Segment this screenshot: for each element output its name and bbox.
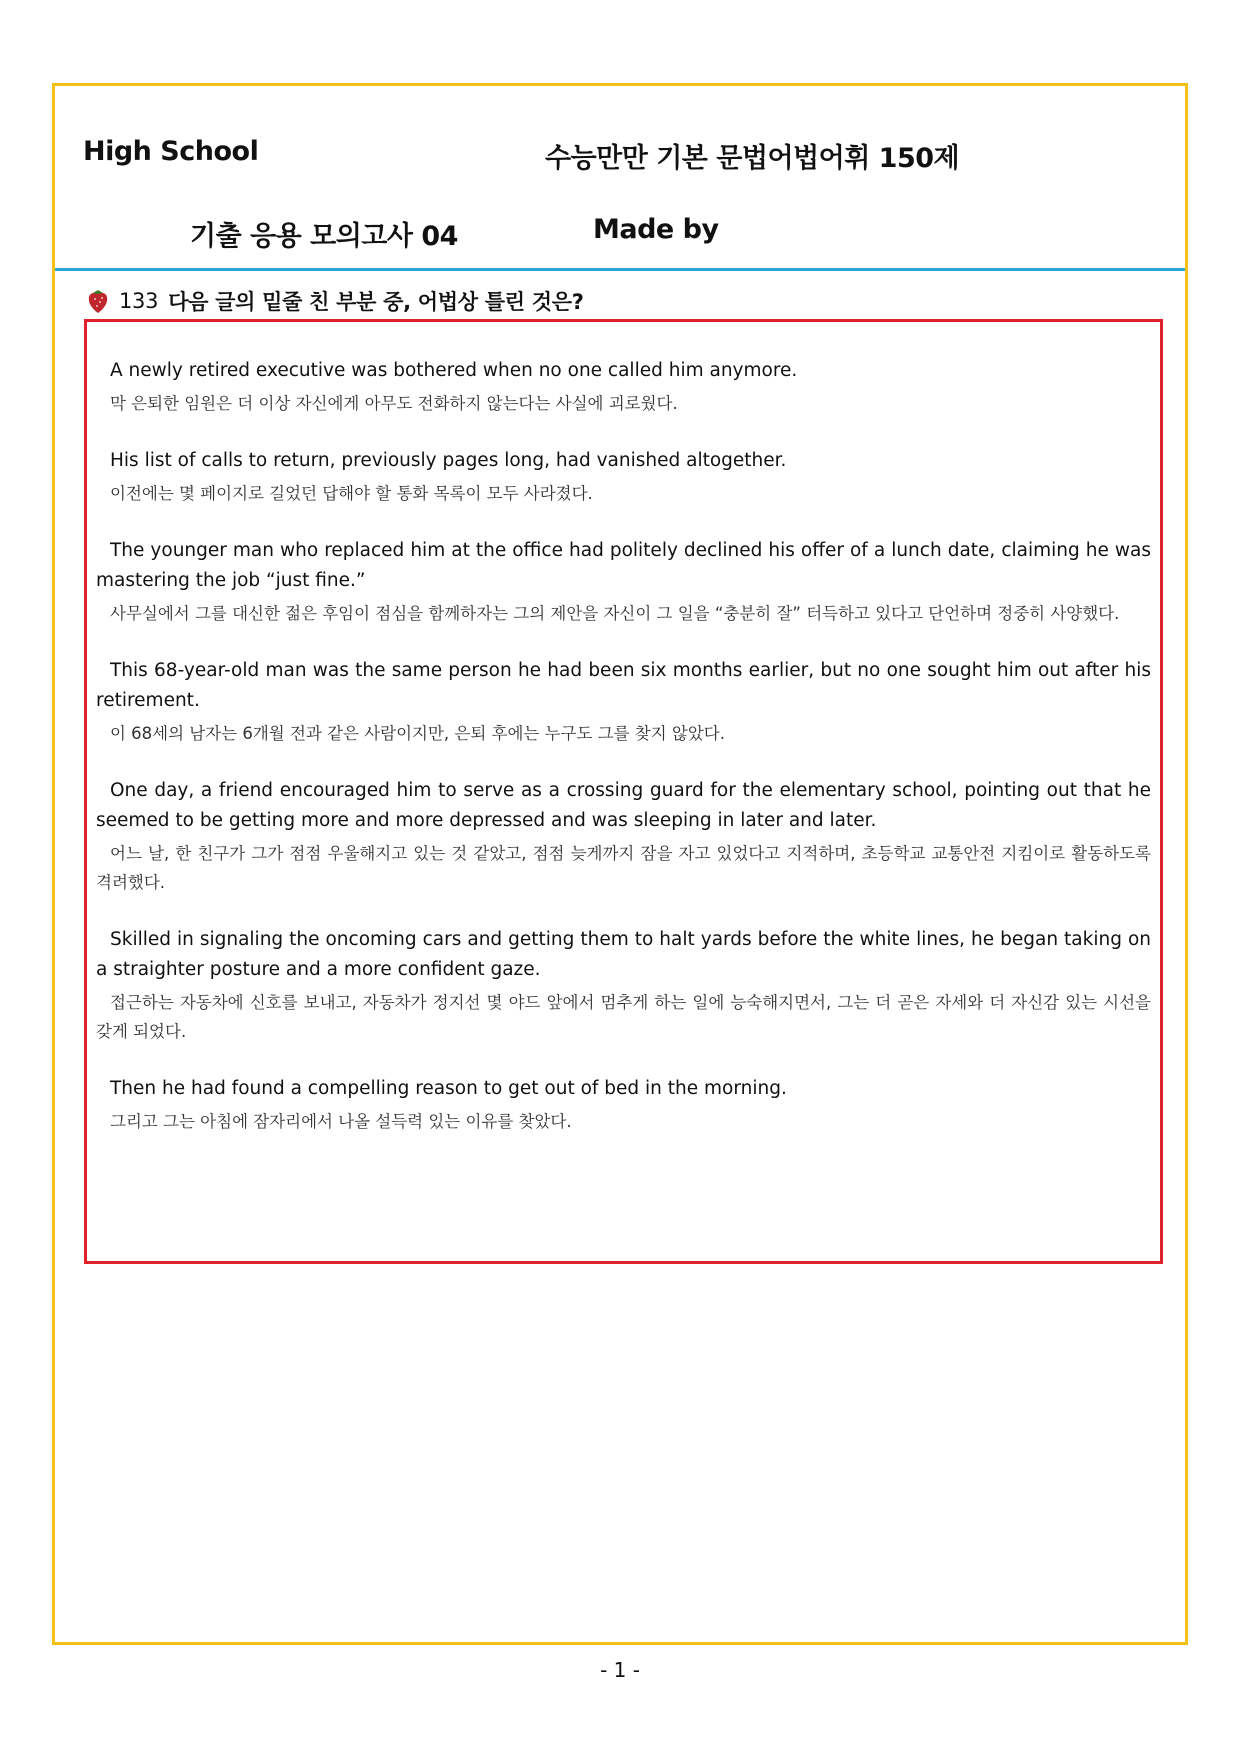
question-text: 다음 글의 밑줄 친 부분 중, 어법상 틀린 것은? <box>168 290 584 314</box>
english-sentence: This 68-year-old man was the same person he had been six months earlier, but no one sought him out after his retirement. <box>96 660 1151 711</box>
exam-title: 기출 응용 모의고사 04 <box>190 221 458 252</box>
english-sentence: Then he had found a compelling reason to get out of bed in the morning. <box>110 1078 787 1099</box>
header-divider <box>55 268 1185 271</box>
korean-translation: 이 68세의 남자는 6개월 전과 같은 사람이지만, 은퇴 후에는 누구도 그를 찾지 않았다. <box>110 724 725 743</box>
korean-translation: 이전에는 몇 페이지로 길었던 답해야 할 통화 목록이 모두 사라졌다. <box>110 484 593 503</box>
strawberry-icon <box>87 288 109 314</box>
passage-paragraph <box>96 1074 1151 1136</box>
passage-box <box>84 319 1163 1264</box>
passage-paragraph <box>96 536 1151 628</box>
school-label: High School <box>83 136 259 167</box>
passage-paragraph <box>96 776 1151 897</box>
page-number: - 1 - <box>600 1658 640 1682</box>
series-title: 수능만만 기본 문법어법어휘 150제 <box>545 143 960 174</box>
passage-paragraph <box>96 446 1151 508</box>
passage-paragraph <box>96 356 1151 418</box>
korean-translation: 접근하는 자동차에 신호를 보내고, 자동차가 정지선 몇 야드 앞에서 멈추게 하는 일에 능숙해지면서, 그는 더 곧은 자세와 더 자신감 있는 시선을 갖게 되었다. <box>96 993 1151 1041</box>
question-number: 133 <box>119 289 159 313</box>
korean-translation: 어느 날, 한 친구가 그가 점점 우울해지고 있는 것 같았고, 점점 늦게까지 잠을 자고 있었다고 지적하며, 초등학교 교통안전 지킴이로 활동하도록 격려했다. <box>96 844 1151 892</box>
english-sentence: One day, a friend encouraged him to serve as a crossing guard for the elementary school, pointing out that he seemed to be getting more and more depressed and was sleeping in later and later. <box>96 780 1151 831</box>
passage-paragraph <box>96 925 1151 1046</box>
english-sentence: His list of calls to return, previously pages long, had vanished altogether. <box>110 450 787 471</box>
question-heading <box>87 286 584 316</box>
korean-translation: 막 은퇴한 임원은 더 이상 자신에게 아무도 전화하지 않는다는 사실에 괴로웠다. <box>110 394 678 413</box>
english-sentence: A newly retired executive was bothered when no one called him anymore. <box>110 360 798 381</box>
english-sentence: The younger man who replaced him at the office had politely declined his offer of a lunch date, claiming he was mastering the job “just fine.” <box>96 540 1151 591</box>
page-frame <box>52 83 1188 1645</box>
korean-translation: 사무실에서 그를 대신한 젊은 후임이 점심을 함께하자는 그의 제안을 자신이 그 일을 “충분히 잘” 터득하고 있다고 단언하며 정중히 사양했다. <box>110 604 1120 623</box>
passage-paragraph <box>96 656 1151 748</box>
made-by-label: Made by <box>593 214 719 245</box>
korean-translation: 그리고 그는 아침에 잠자리에서 나올 설득력 있는 이유를 찾았다. <box>110 1112 572 1131</box>
english-sentence: Skilled in signaling the oncoming cars and getting them to halt yards before the white lines, he began taking on a straighter posture and a more confident gaze. <box>96 929 1151 980</box>
